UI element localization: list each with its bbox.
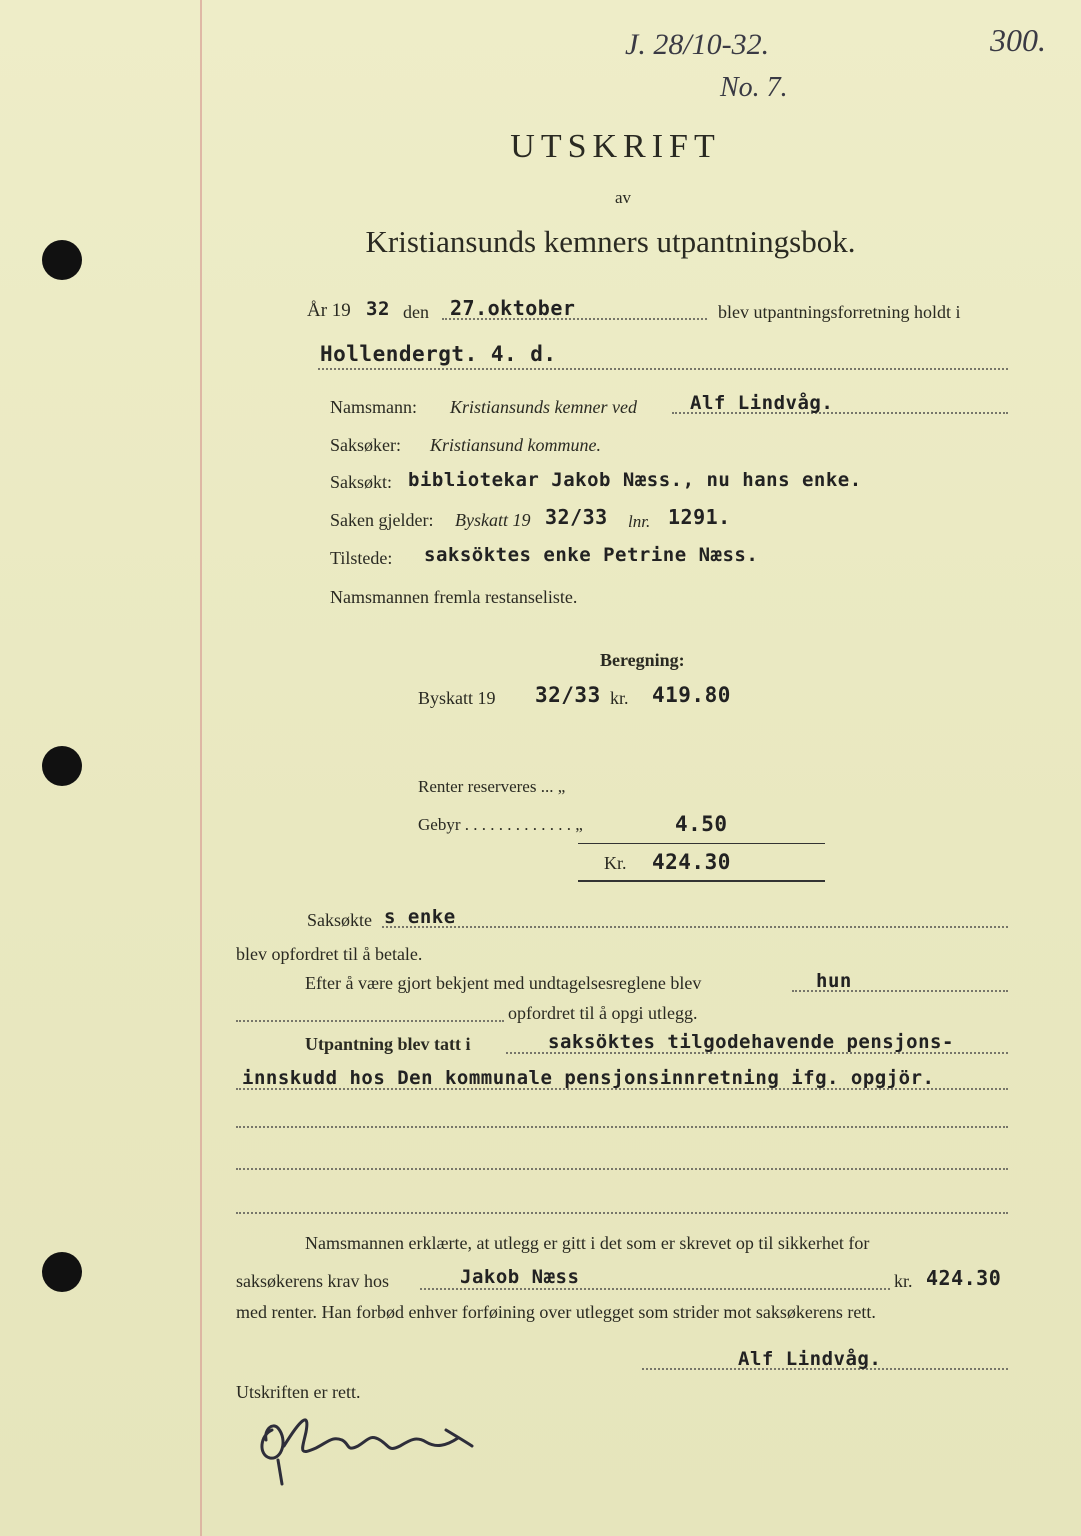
saksoker-label: Saksøker:	[330, 435, 401, 455]
tilstede-value: saksöktes enke Petrine Næss.	[424, 544, 759, 566]
calc-kr-label: kr.	[610, 688, 629, 708]
binder-hole-bottom	[42, 1252, 82, 1292]
opgi-dotted-line	[236, 1020, 504, 1022]
gjelder-nr: 1291.	[668, 505, 731, 529]
krav-label: saksøkerens krav hos	[236, 1271, 389, 1291]
signature-name: Alf Lindvåg.	[738, 1348, 882, 1370]
fremla-text: Namsmannen fremla restanseliste.	[330, 587, 578, 607]
certified-text: Utskriften er rett.	[236, 1382, 361, 1402]
place-value: Hollendergt. 4. d.	[320, 342, 557, 366]
year-value: 32	[366, 298, 390, 320]
handwritten-signature	[250, 1400, 490, 1490]
saksokte-dotted-line	[382, 926, 1008, 928]
opgi-text: opfordret til å opgi utlegg.	[508, 1003, 698, 1023]
namsmann-value: Alf Lindvåg.	[690, 392, 834, 414]
saksokt-label: Saksøkt:	[330, 472, 393, 492]
year-prefix: År 19	[307, 300, 351, 321]
blank-dotted-line-1	[236, 1126, 1008, 1128]
calc-gebyr-amount: 4.50	[675, 812, 728, 836]
utpantning-label: Utpantning blev tatt i	[305, 1034, 471, 1054]
document-title: UTSKRIFT	[510, 128, 721, 165]
folio-number: 300.	[990, 22, 1046, 58]
calc-total-amount: 424.30	[652, 850, 731, 874]
erklaerte-line1: Namsmannen erklærte, at utlegg er gitt i det som er skrevet op til sikkerhet for	[305, 1233, 870, 1253]
gjelder-nr-label: lnr.	[628, 512, 651, 531]
saksokte-label: Saksøkte	[307, 910, 372, 930]
calc-byskatt-year: 32/33	[535, 683, 601, 707]
calc-byskatt-label: Byskatt 19	[418, 688, 496, 708]
krav-kr-label: kr.	[894, 1271, 913, 1291]
calc-total-label: Kr.	[604, 853, 627, 873]
renter-line: med renter. Han forbød enhver forføining over utlegget som strider mot saksøkerens rett.	[236, 1302, 876, 1322]
calc-gebyr-label: Gebyr . . . . . . . . . . . . . „	[418, 815, 583, 834]
gjelder-label: Saken gjelder:	[330, 510, 434, 530]
title-of: av	[614, 188, 632, 207]
calc-renter-label: Renter reserveres ... „	[418, 777, 566, 796]
date-value: 27.oktober	[450, 296, 576, 320]
krav-dotted-line	[420, 1288, 890, 1290]
namsmann-label: Namsmann:	[330, 397, 417, 417]
binder-hole-middle	[42, 746, 82, 786]
date-note: J. 28/10-32.	[625, 28, 770, 61]
number-note: No. 7.	[720, 72, 788, 103]
opfordret-text: blev opfordret til å betale.	[236, 944, 423, 964]
utpantning-line2: innskudd hos Den kommunale pensjonsinnretning ifg. opgjör.	[242, 1067, 935, 1089]
blank-dotted-line-3	[236, 1212, 1008, 1214]
held-text: blev utpantningsforretning holdt i	[718, 302, 961, 322]
calc-heading: Beregning:	[600, 650, 685, 670]
saksoker-value: Kristiansund kommune.	[430, 435, 601, 455]
place-dotted-line	[318, 368, 1008, 370]
calc-total-rule	[578, 880, 825, 882]
tilstede-label: Tilstede:	[330, 548, 393, 568]
efter-value: hun	[816, 970, 852, 992]
den-label: den	[403, 302, 429, 322]
efter-text: Efter å være gjort bekjent med undtagelsesreglene blev	[305, 973, 702, 993]
saksokt-value: bibliotekar Jakob Næss., nu hans enke.	[408, 469, 862, 491]
calc-sum-rule	[578, 843, 825, 844]
gjelder-year: 32/33	[545, 505, 608, 529]
krav-value: Jakob Næss	[460, 1266, 580, 1288]
namsmann-printed: Kristiansunds kemner ved	[450, 397, 637, 417]
saksokte-value: s enke	[384, 906, 456, 928]
krav-amount: 424.30	[926, 1266, 1002, 1290]
utpantning-line1: saksöktes tilgodehavende pensjons-	[548, 1031, 954, 1053]
blank-dotted-line-2	[236, 1168, 1008, 1170]
gjelder-printed: Byskatt 19	[455, 510, 531, 530]
calc-byskatt-amount: 419.80	[652, 683, 731, 707]
document-subtitle: Kristiansunds kemners utpantningsbok.	[365, 224, 856, 259]
